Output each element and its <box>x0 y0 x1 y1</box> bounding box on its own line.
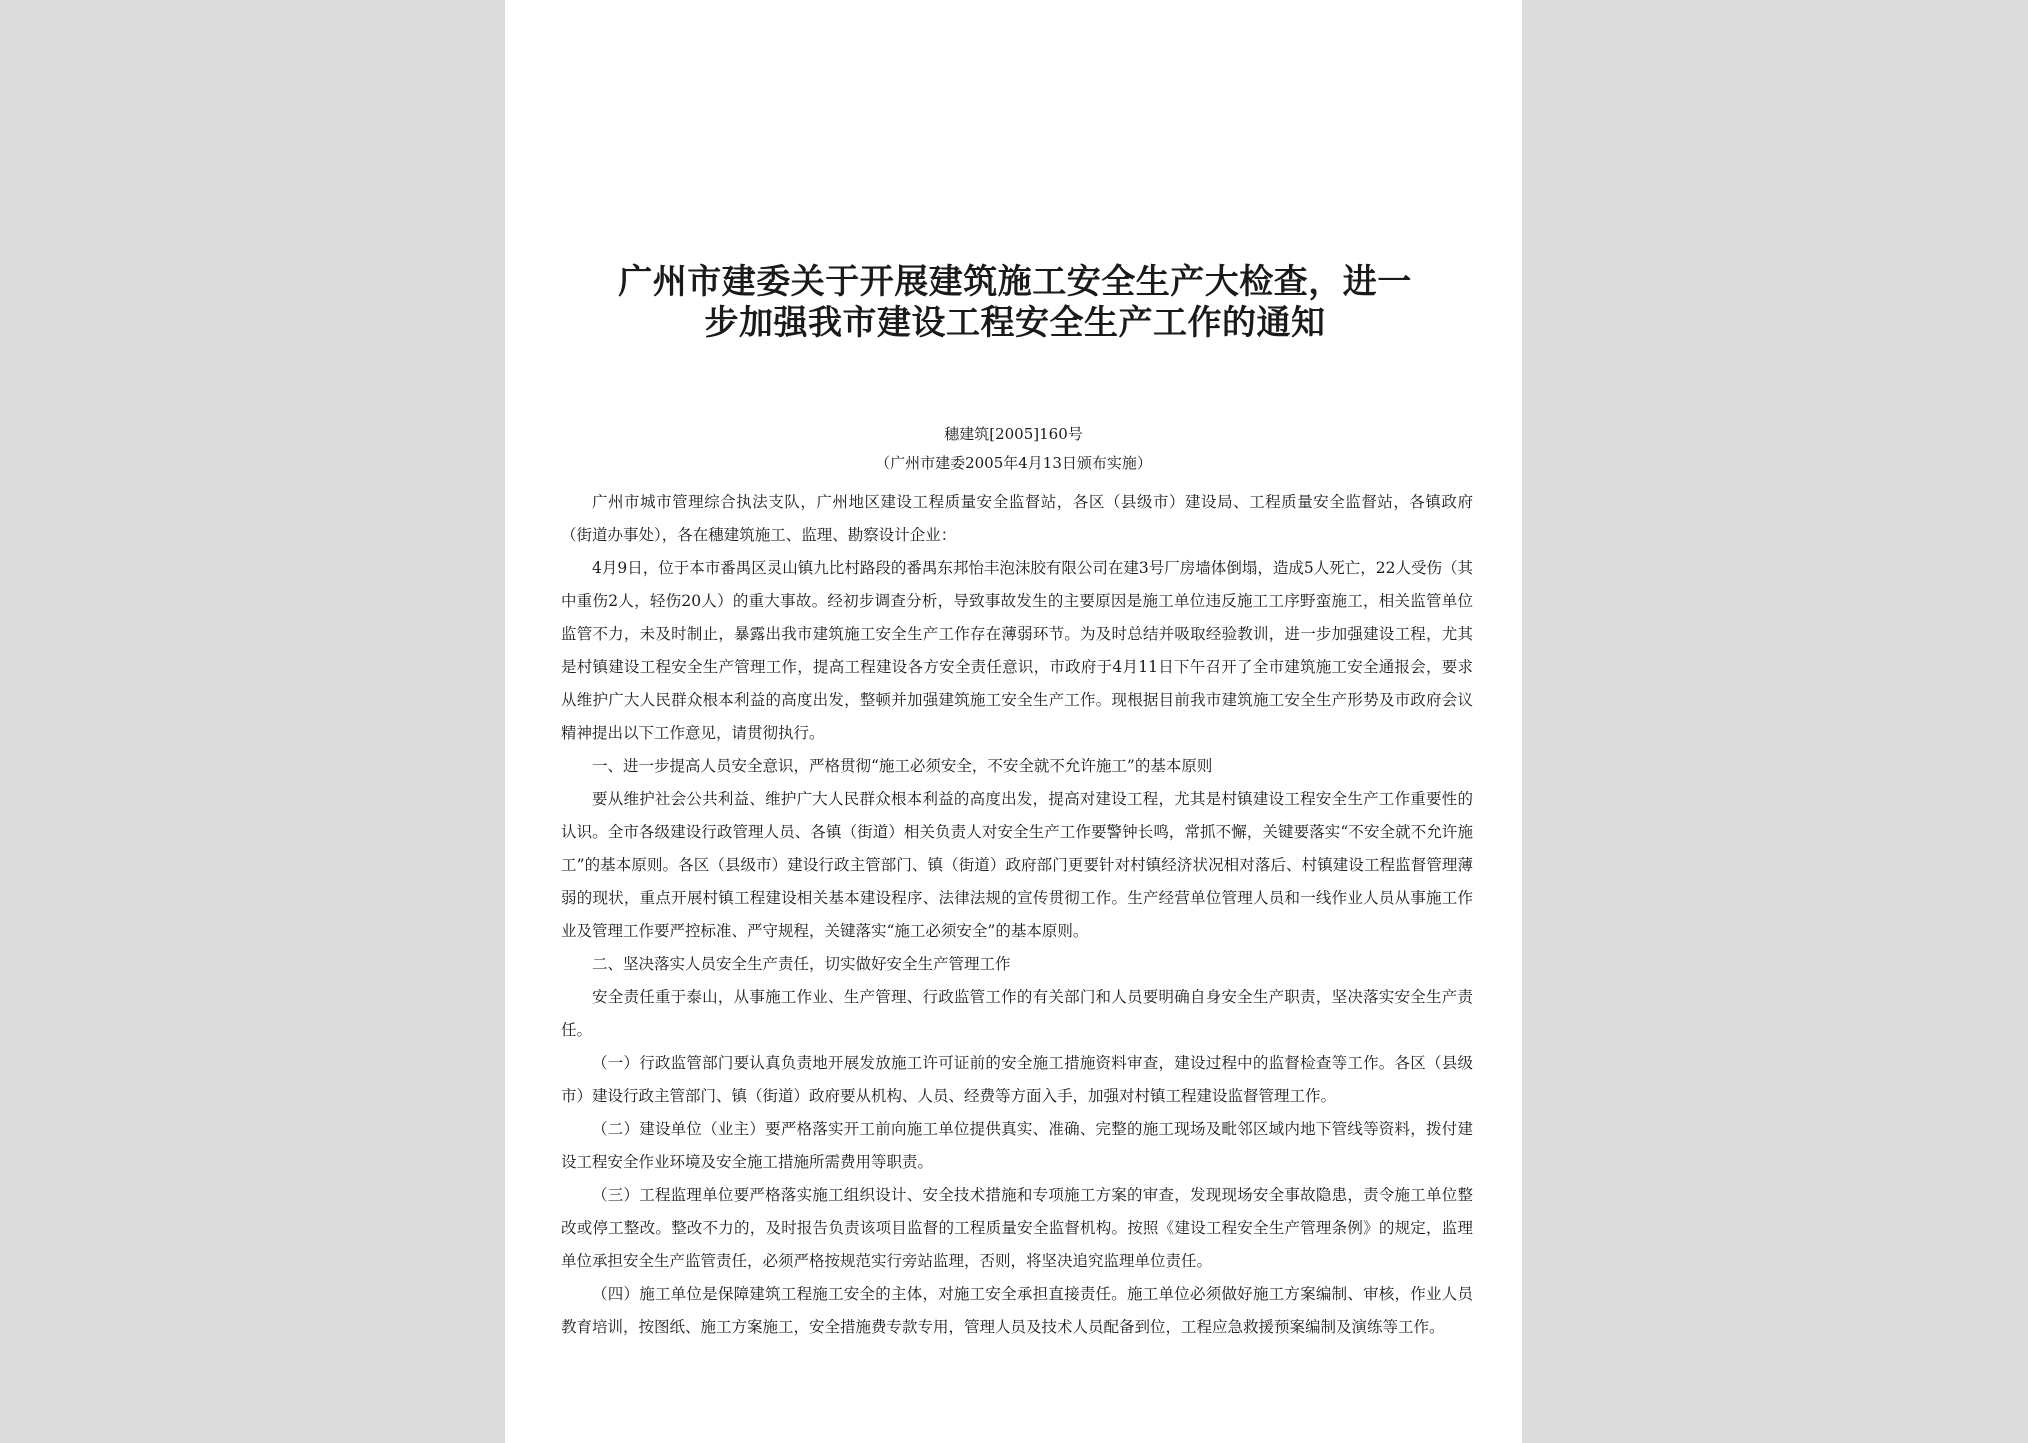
addressee-paragraph: 广州市城市管理综合执法支队，广州地区建设工程质量安全监督站，各区（县级市）建设局、工程质量安全监督站，各镇政府（街道办事处），各在穗建筑施工、监理、勘察设计企业： <box>561 493 1473 544</box>
document-page <box>505 0 1522 1443</box>
body-paragraph: 安全责任重于泰山，从事施工作业、生产管理、行政监管工作的有关部门和人员要明确自身安全生产职责，坚决落实安全生产责任。 <box>561 988 1473 1039</box>
body-paragraph: （三）工程监理单位要严格落实施工组织设计、安全技术措施和专项施工方案的审查，发现现场安全事故隐患，责令施工单位整改或停工整改。整改不力的，及时报告负责该项目监督的工程质量安全监督机构。按照《建设工程安全生产管理条例》的规定，监理单位承担安全生产监管责任，必须严格按规范实行旁站监理，否则，将坚决追究监理单位责任。 <box>561 1186 1473 1270</box>
document-number: 穗建筑[2005]160号 <box>944 425 1083 443</box>
body-paragraph: （二）建设单位（业主）要严格落实开工前向施工单位提供真实、准确、完整的施工现场及毗邻区域内地下管线等资料，拨付建设工程安全作业环境及安全施工措施所需费用等职责。 <box>561 1120 1473 1171</box>
promulgation-note: （广州市建委2005年4月13日颁布实施） <box>875 454 1152 472</box>
document-title <box>590 262 1440 344</box>
section-heading-1: 一、进一步提高人员安全意识，严格贯彻“施工必须安全，不安全就不允许施工”的基本原则 <box>592 757 1213 775</box>
body-paragraph: （一）行政监管部门要认真负责地开展发放施工许可证前的安全施工措施资料审查，建设过程中的监督检查等工作。各区（县级市）建设行政主管部门、镇（街道）政府要从机构、人员、经费等方面入手，加强对村镇工程建设监督管理工作。 <box>561 1054 1473 1105</box>
document-body <box>561 486 1473 1344</box>
section-heading-2: 二、坚决落实人员安全生产责任，切实做好安全生产管理工作 <box>592 955 1011 973</box>
title-line-1: 广州市建委关于开展建筑施工安全生产大检查，进一 <box>618 262 1412 302</box>
body-paragraph: 4月9日，位于本市番禺区灵山镇九比村路段的番禺东邦怡丰泡沫胶有限公司在建3号厂房墙体倒塌，造成5人死亡，22人受伤（其中重伤2人，轻伤20人）的重大事故。经初步调查分析，导致事故发生的主要原因是施工单位违反施工工序野蛮施工，相关监管单位监管不力，未及时制止，暴露出我市建筑施工安全生产工作存在薄弱环节。为及时总结并吸取经验教训，进一步加强建设工程，尤其是村镇建设工程安全生产管理工作，提高工程建设各方安全责任意识，市政府于4月11日下午召开了全市建筑施工安全通报会，要求从维护广大人民群众根本利益的高度出发，整顿并加强建筑施工安全生产工作。现根据目前我市建筑施工安全生产形势及市政府会议精神提出以下工作意见，请贯彻执行。 <box>561 559 1473 742</box>
body-paragraph: 要从维护社会公共利益、维护广大人民群众根本利益的高度出发，提高对建设工程，尤其是村镇建设工程安全生产工作重要性的认识。全市各级建设行政管理人员、各镇（街道）相关负责人对安全生产工作要警钟长鸣，常抓不懈，关键要落实“不安全就不允许施工”的基本原则。各区（县级市）建设行政主管部门、镇（街道）政府部门更要针对村镇经济状况相对落后、村镇建设工程监督管理薄弱的现状，重点开展村镇工程建设相关基本建设程序、法律法规的宣传贯彻工作。生产经营单位管理人员和一线作业人员从事施工作业及管理工作要严控标准、严守规程，关键落实“施工必须安全”的基本原则。 <box>561 790 1473 940</box>
body-paragraph: （四）施工单位是保障建筑工程施工安全的主体，对施工安全承担直接责任。施工单位必须做好施工方案编制、审核，作业人员教育培训，按图纸、施工方案施工，安全措施费专款专用，管理人员及技术人员配备到位，工程应急救援预案编制及演练等工作。 <box>561 1285 1473 1336</box>
title-line-2: 步加强我市建设工程安全生产工作的通知 <box>704 303 1326 343</box>
